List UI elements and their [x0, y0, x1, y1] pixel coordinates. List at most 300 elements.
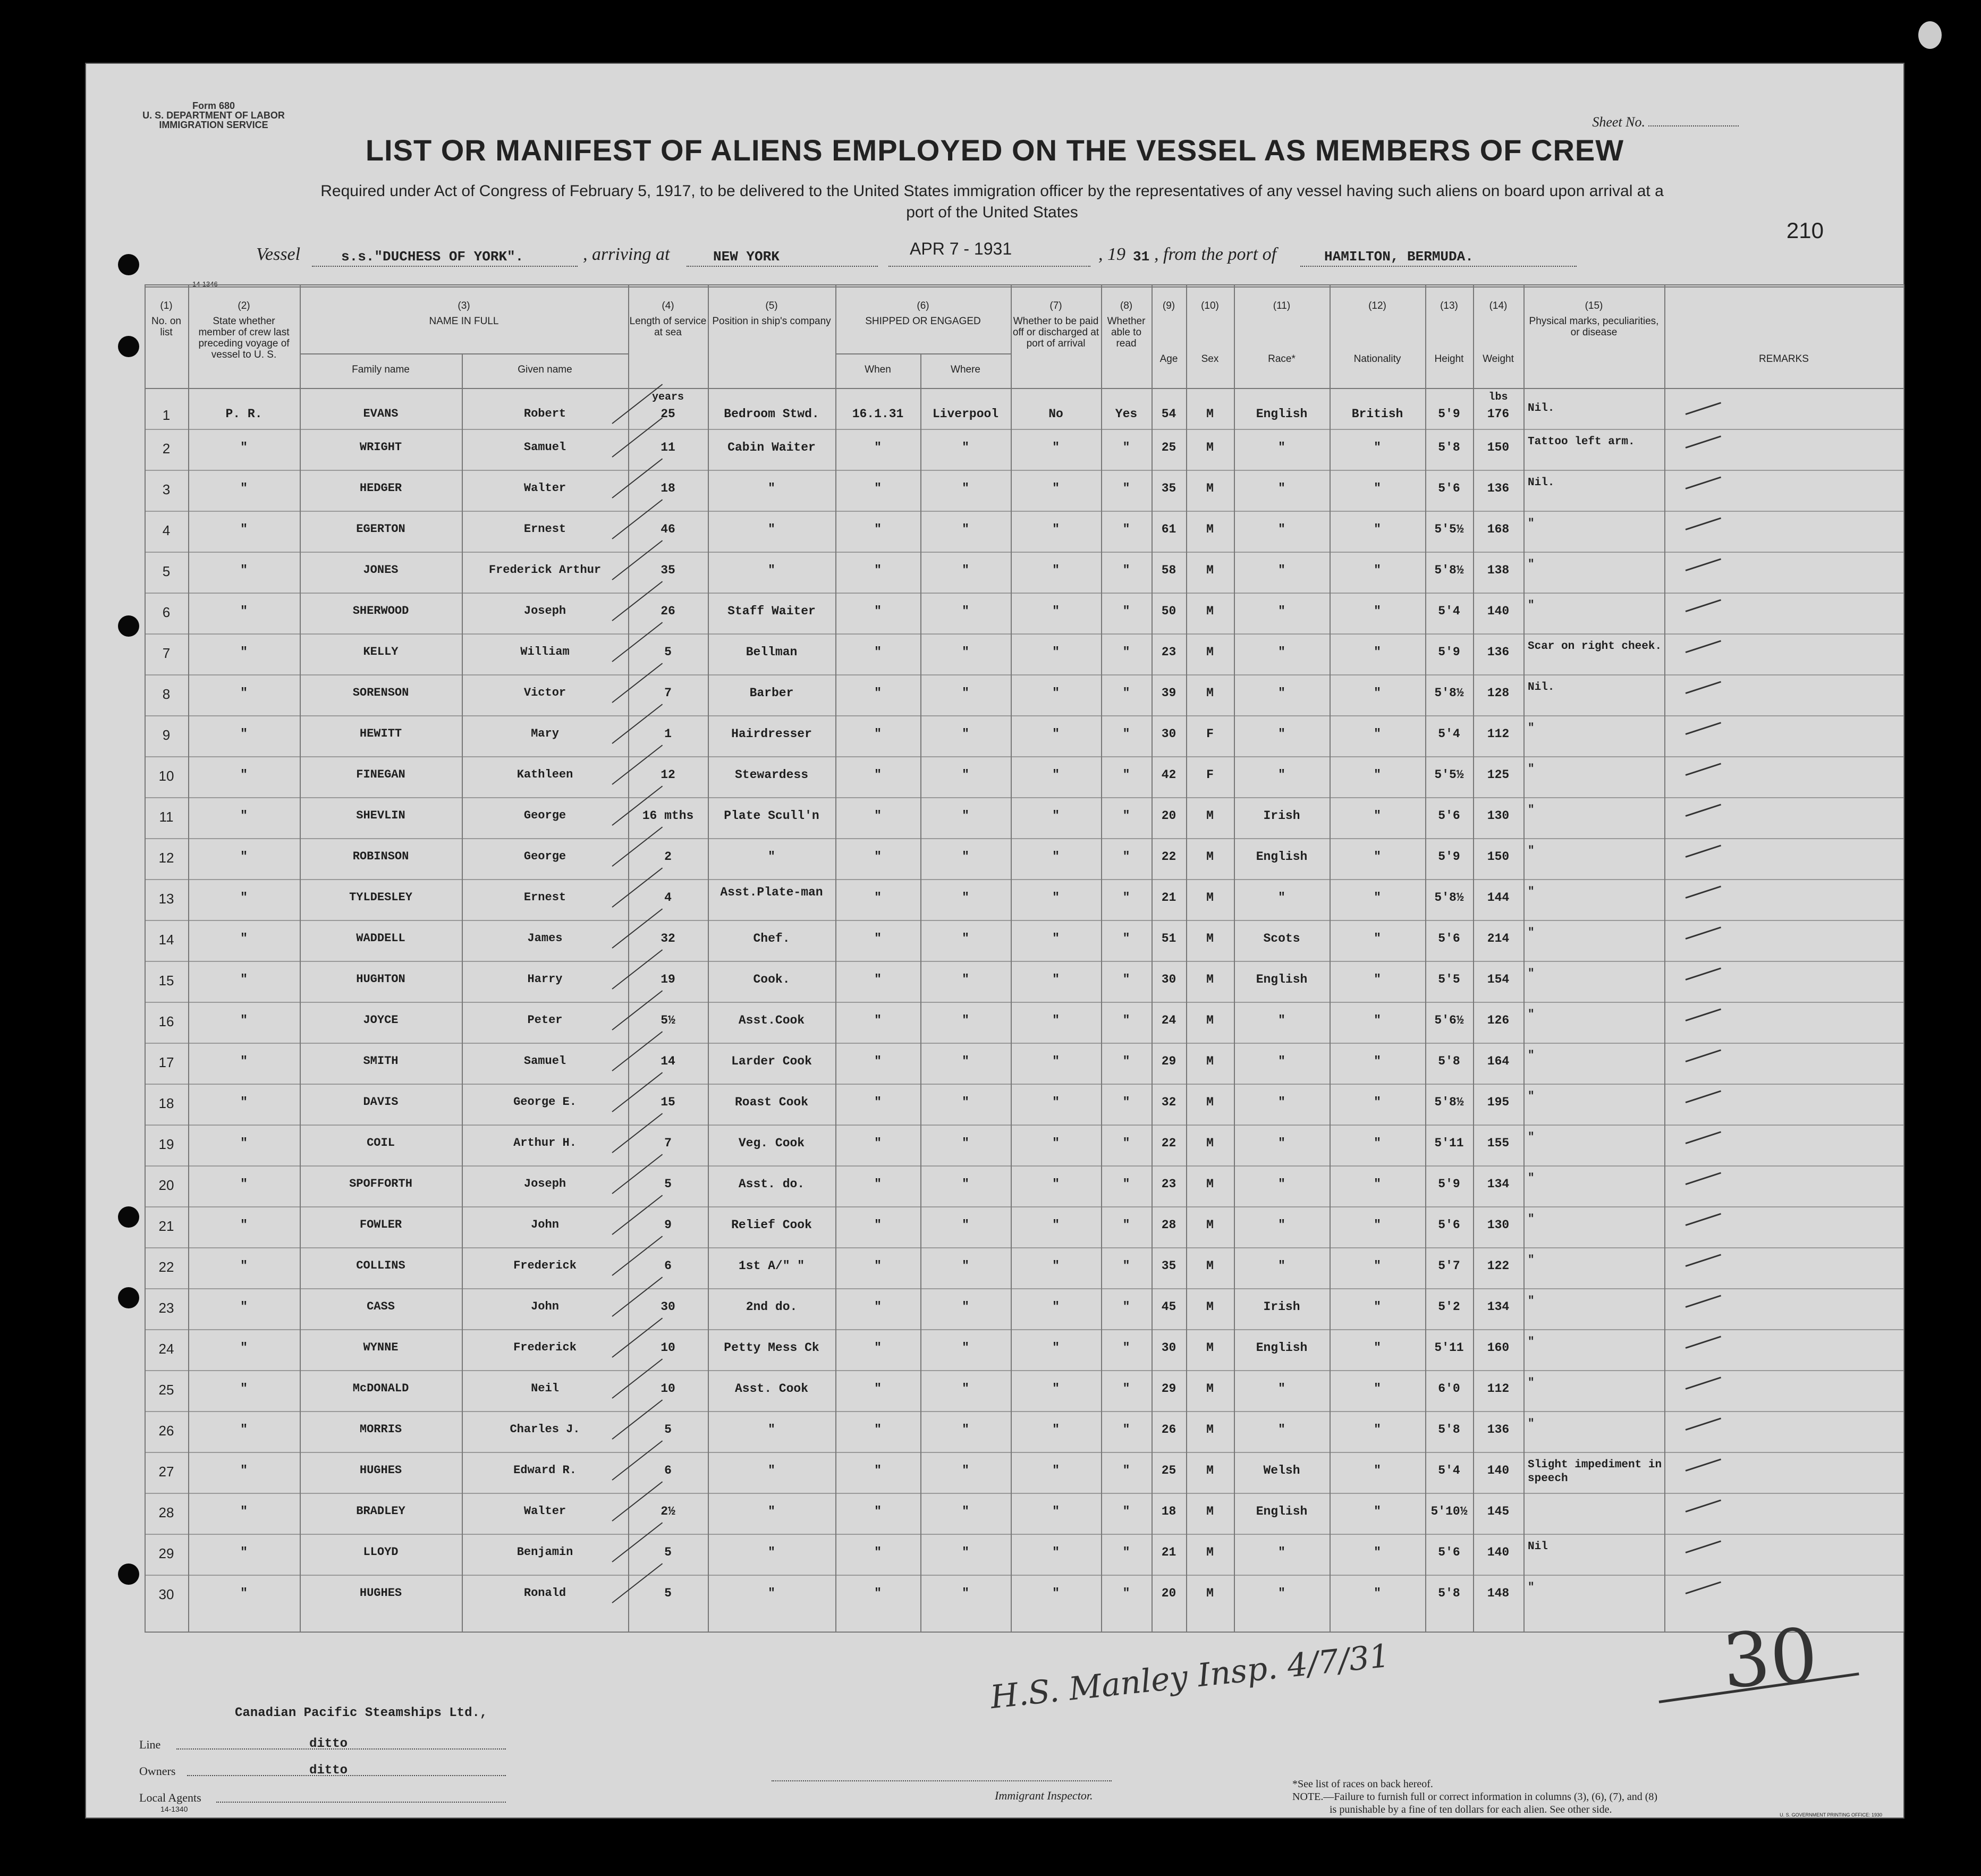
cell-no: 28: [158, 1505, 174, 1520]
remarks-checkmark: [1686, 763, 1722, 775]
cell-nat: ": [1374, 850, 1381, 864]
cell-family: KELLY: [363, 645, 399, 658]
cell-race: ": [1278, 1013, 1285, 1027]
cell-family: EVANS: [363, 407, 399, 420]
cell-family: SMITH: [363, 1054, 399, 1068]
column-header: [1425, 300, 1473, 316]
total-count: 30: [1720, 1612, 1821, 1706]
cell-position: Staff Waiter: [727, 604, 816, 618]
cell-sex: F: [1206, 768, 1214, 782]
cell-weight: 154: [1487, 973, 1510, 986]
cell-nat: ": [1374, 1054, 1381, 1068]
agents-blank: [216, 1802, 506, 1803]
cell-where: ": [962, 1382, 969, 1396]
cell-read: ": [1122, 932, 1130, 945]
cell-nat: ": [1374, 1136, 1381, 1150]
cell-prev: ": [240, 1054, 248, 1068]
cell-when: ": [874, 768, 882, 782]
cell-paid: ": [1052, 727, 1060, 741]
cell-read: ": [1122, 1013, 1130, 1027]
cell-when: ": [874, 727, 882, 741]
cell-given: Mary: [531, 727, 559, 740]
remarks-checkmark: [1686, 1336, 1722, 1348]
remarks-checkmark: [1686, 599, 1722, 612]
page-corner-tab: [1918, 21, 1942, 49]
cell-age: 29: [1161, 1382, 1176, 1396]
cell-position: Stewardess: [734, 768, 809, 782]
cell-family: TYLDESLEY: [349, 891, 412, 904]
cell-service: 2: [664, 850, 672, 864]
column-header: [1234, 300, 1330, 316]
column-number: (11): [1273, 300, 1291, 311]
cell-when: ": [874, 1095, 882, 1109]
cell-weight: 144: [1487, 891, 1510, 905]
cell-age: 23: [1161, 1177, 1176, 1191]
cell-nat: British: [1351, 407, 1403, 421]
column-title: Whether to be paid off or discharged at port of arrival: [1012, 316, 1099, 349]
cell-when: ": [874, 481, 882, 495]
cell-service: 7: [664, 1136, 672, 1150]
cell-given: Ernest: [523, 891, 566, 904]
remarks-checkmark: [1686, 1417, 1722, 1430]
cell-prev: ": [240, 768, 248, 782]
cell-no: 19: [158, 1136, 174, 1152]
cell-where: ": [962, 973, 969, 986]
cell-where: ": [962, 1586, 969, 1600]
cell-where: ": [962, 686, 969, 700]
cell-prev: ": [240, 1218, 248, 1232]
table-rule: [145, 1125, 1903, 1126]
cell-no: 25: [158, 1382, 174, 1398]
cell-service: 19: [661, 973, 675, 986]
sheet-number-label: Sheet No.: [1592, 114, 1645, 130]
cell-no: 27: [158, 1464, 174, 1480]
cell-race: ": [1278, 441, 1285, 454]
cell-age: 58: [1161, 563, 1176, 577]
subtitle-line-1: Required under Act of Congress of February 5, 1917, to be delivered to the United States immigration officer by the representatives of any vessel having such aliens on board upon arrival at a: [320, 182, 1664, 200]
column-header: [1152, 300, 1186, 316]
cell-race: ": [1278, 522, 1285, 536]
cell-height: 5'6: [1438, 1218, 1460, 1232]
cell-service: 12: [661, 768, 675, 782]
cell-weight: 150: [1487, 850, 1510, 864]
cell-sex: M: [1206, 441, 1214, 454]
cell-marks: Tattoo left arm.: [1528, 436, 1635, 448]
cell-read: ": [1122, 850, 1130, 864]
cell-family: SPOFFORTH: [349, 1177, 412, 1190]
table-rule: [145, 756, 1903, 757]
cell-prev: ": [240, 1013, 248, 1027]
cell-position: ": [768, 1505, 775, 1518]
cell-given: Peter: [527, 1013, 563, 1027]
cell-height: 5'6½: [1434, 1013, 1464, 1027]
cell-weight: 125: [1487, 768, 1510, 782]
cell-paid: ": [1052, 645, 1060, 659]
cell-paid: ": [1052, 973, 1060, 986]
column-header: [462, 364, 628, 375]
cell-prev: ": [240, 1341, 248, 1355]
cell-nat: ": [1374, 563, 1381, 577]
column-header: [300, 300, 628, 327]
column-title: Family name: [352, 364, 410, 375]
remarks-checkmark: [1686, 1008, 1722, 1021]
inspector-label: Immigrant Inspector.: [995, 1789, 1093, 1802]
cell-prev: ": [240, 1423, 248, 1436]
from-port: HAMILTON, BERMUDA.: [1324, 249, 1474, 265]
cell-read: ": [1122, 768, 1130, 782]
cell-paid: ": [1052, 1095, 1060, 1109]
cell-race: ": [1278, 645, 1285, 659]
cell-weight: 136: [1487, 645, 1510, 659]
cell-height: 5'5½: [1434, 522, 1464, 536]
page-title: LIST OR MANIFEST OF ALIENS EMPLOYED ON THE VESSEL AS MEMBERS OF CREW: [365, 133, 1624, 167]
cell-marks: ": [1528, 1295, 1535, 1307]
cell-prev: ": [240, 1136, 248, 1150]
cell-height: 5'8: [1438, 1586, 1460, 1600]
cell-when: ": [874, 1341, 882, 1355]
column-header: [920, 364, 1011, 375]
cell-prev: ": [240, 1464, 248, 1477]
cell-sex: M: [1206, 686, 1214, 700]
cell-sex: M: [1206, 932, 1214, 945]
table-rule: [1664, 284, 1665, 1632]
column-header: [1186, 300, 1234, 316]
cell-weight: 148: [1487, 1586, 1510, 1600]
cell-weight: 155: [1487, 1136, 1510, 1150]
cell-race: ": [1278, 1218, 1285, 1232]
column-number: (14): [1489, 300, 1508, 311]
cell-family: HEDGER: [359, 481, 402, 495]
cell-position: ": [768, 1423, 775, 1436]
punch-hole: [118, 1564, 139, 1585]
cell-prev: ": [240, 1259, 248, 1273]
cell-when: ": [874, 850, 882, 864]
cell-where: ": [962, 850, 969, 864]
column-header: [1473, 353, 1523, 365]
cell-age: 54: [1161, 407, 1176, 421]
column-number: (1): [160, 300, 173, 311]
cell-given: Frederick Arthur: [488, 563, 602, 577]
cell-position: ": [768, 563, 775, 577]
column-number: (5): [765, 300, 778, 311]
cell-paid: No: [1048, 407, 1063, 421]
cell-service: 32: [661, 932, 675, 945]
cell-read: ": [1122, 1136, 1130, 1150]
cell-nat: ": [1374, 1177, 1381, 1191]
cell-read: ": [1122, 891, 1130, 905]
cell-service: 5: [664, 1545, 672, 1559]
column-header: [1330, 300, 1425, 316]
owners-label: Owners: [139, 1764, 176, 1778]
table-rule: [145, 284, 1903, 285]
cell-service: 11: [661, 441, 675, 454]
cell-service: 25: [661, 407, 675, 421]
cell-nat: ": [1374, 441, 1381, 454]
inspector-signature: H.S. Manley Insp. 4/7/31: [988, 1637, 1392, 1717]
cell-marks: ": [1528, 968, 1535, 980]
form-number: Form 680: [192, 100, 235, 111]
cell-service: 5½: [661, 1013, 675, 1027]
cell-where: ": [962, 1095, 969, 1109]
column-title: When: [865, 364, 891, 375]
remarks-checkmark: [1686, 804, 1722, 816]
cell-nat: ": [1374, 1382, 1381, 1396]
agents-ref: 14-1340: [160, 1805, 188, 1813]
cell-prev: ": [240, 932, 248, 945]
column-title: State whether member of crew last preceding voyage of vessel to U. S.: [198, 316, 290, 360]
cell-service: 1: [664, 727, 672, 741]
cell-weight: 140: [1487, 1464, 1510, 1477]
cell-age: 22: [1161, 850, 1176, 864]
cell-marks: ": [1528, 1050, 1535, 1062]
cell-prev: ": [240, 1177, 248, 1191]
table-rule: [145, 511, 1903, 512]
cell-no: 17: [158, 1054, 174, 1070]
cell-race: English: [1256, 1341, 1308, 1355]
cell-sex: M: [1206, 1505, 1214, 1518]
cell-family: HEWITT: [359, 727, 402, 740]
cell-race: ": [1278, 1586, 1285, 1600]
cell-given: Neil: [531, 1382, 559, 1395]
cell-when: ": [874, 1300, 882, 1314]
column-header: [708, 300, 835, 327]
cell-sex: M: [1206, 481, 1214, 495]
cell-sex: M: [1206, 1586, 1214, 1600]
cell-paid: ": [1052, 1054, 1060, 1068]
cell-no: 1: [162, 407, 171, 423]
column-title: NAME IN FULL: [429, 316, 499, 327]
cell-marks: ": [1528, 1009, 1535, 1021]
cell-family: WRIGHT: [359, 441, 402, 454]
year-value: 31: [1133, 249, 1150, 265]
cell-where: ": [962, 604, 969, 618]
cell-family: WYNNE: [363, 1341, 399, 1354]
column-number: (9): [1162, 300, 1175, 311]
cell-when: ": [874, 1423, 882, 1436]
cell-where: ": [962, 1013, 969, 1027]
cell-weight: 160: [1487, 1341, 1510, 1355]
cell-given: Samuel: [523, 1054, 566, 1068]
cell-position: Asst.Cook: [738, 1013, 805, 1027]
cell-height: 5'8: [1438, 1054, 1460, 1068]
column-number: (2): [238, 300, 250, 311]
cell-prev: ": [240, 441, 248, 454]
cell-paid: ": [1052, 1382, 1060, 1396]
cell-where: ": [962, 809, 969, 823]
cell-sex: F: [1206, 727, 1214, 741]
cell-sex: M: [1206, 563, 1214, 577]
table-rule: [145, 552, 1903, 553]
small-form-ref: 14-1346: [192, 280, 218, 288]
table-rule: [835, 353, 1011, 354]
column-header: [145, 300, 188, 338]
table-rule: [145, 879, 1903, 880]
cell-marks: Scar on right cheek.: [1528, 640, 1662, 653]
punch-hole: [118, 1206, 139, 1228]
cell-sex: M: [1206, 891, 1214, 905]
cell-age: 20: [1161, 1586, 1176, 1600]
cell-where: ": [962, 441, 969, 454]
remarks-checkmark: [1686, 1172, 1722, 1185]
cell-where: ": [962, 522, 969, 536]
cell-when: ": [874, 1545, 882, 1559]
cell-sex: M: [1206, 1464, 1214, 1477]
page-subtitle: [155, 181, 1829, 223]
page-number: 210: [1786, 218, 1824, 243]
cell-position: 2nd do.: [746, 1300, 798, 1314]
table-rule: [145, 1247, 1903, 1248]
cell-prev: ": [240, 604, 248, 618]
cell-nat: ": [1374, 1341, 1381, 1355]
cell-nat: ": [1374, 645, 1381, 659]
cell-sex: M: [1206, 1545, 1214, 1559]
cell-given: James: [527, 932, 563, 945]
column-number: (4): [662, 300, 674, 311]
remarks-checkmark: [1686, 1499, 1722, 1512]
table-rule: [300, 353, 628, 354]
arriving-port: NEW YORK: [713, 249, 780, 265]
cell-sex: M: [1206, 1300, 1214, 1314]
cell-position: Bellman: [746, 645, 798, 659]
cell-no: 24: [158, 1341, 174, 1357]
cell-when: ": [874, 1218, 882, 1232]
remarks-checkmark: [1686, 681, 1722, 694]
table-rule: [145, 1411, 1903, 1412]
cell-position: Cabin Waiter: [727, 441, 816, 454]
cell-prev: ": [240, 1300, 248, 1314]
cell-prev: ": [240, 563, 248, 577]
printer-imprint: U. S. GOVERNMENT PRINTING OFFICE: 1930: [1780, 1812, 1882, 1818]
cell-where: ": [962, 1177, 969, 1191]
cell-weight: 214: [1487, 932, 1510, 945]
column-title: REMARKS: [1759, 353, 1809, 365]
cell-race: English: [1256, 407, 1308, 421]
cell-nat: ": [1374, 1464, 1381, 1477]
cell-paid: ": [1052, 1586, 1060, 1600]
column-header: [1523, 300, 1664, 338]
table-rule: [145, 961, 1903, 962]
cell-position: Roast Cook: [734, 1095, 809, 1109]
cell-paid: ": [1052, 768, 1060, 782]
vessel-info-line: [256, 239, 1850, 271]
cell-where: ": [962, 727, 969, 741]
year-label: , 19: [1098, 244, 1125, 264]
cell-paid: ": [1052, 522, 1060, 536]
cell-height: 5'8½: [1434, 686, 1464, 700]
cell-where: ": [962, 1259, 969, 1273]
service-name: IMMIGRATION SERVICE: [159, 120, 268, 130]
table-rule: [145, 1084, 1903, 1085]
remarks-checkmark: [1686, 1458, 1722, 1471]
table-rule: [145, 1632, 1903, 1633]
cell-marks: ": [1528, 559, 1535, 571]
cell-read: ": [1122, 1382, 1130, 1396]
remarks-checkmark: [1686, 844, 1722, 857]
cell-nat: ": [1374, 1013, 1381, 1027]
column-title: Given name: [518, 364, 572, 375]
cell-race: ": [1278, 1423, 1285, 1436]
from-blank: [1300, 266, 1577, 267]
cell-weight: 140: [1487, 1545, 1510, 1559]
cell-read: ": [1122, 1177, 1130, 1191]
column-header: [1011, 300, 1101, 349]
cell-weight: 145: [1487, 1505, 1510, 1518]
arriving-label: , arriving at: [583, 244, 670, 264]
table-rule: [462, 353, 463, 1632]
cell-position: ": [768, 1545, 775, 1559]
cell-position: ": [768, 481, 775, 495]
column-title: Where: [951, 364, 980, 375]
cell-given: Joseph: [523, 1177, 566, 1190]
cell-age: 23: [1161, 645, 1176, 659]
remarks-checkmark: [1686, 402, 1722, 415]
cell-race: Irish: [1263, 1300, 1300, 1314]
cell-race: ": [1278, 727, 1285, 741]
cell-weight: 130: [1487, 809, 1510, 823]
column-header: [193, 300, 294, 360]
cell-service: 14: [661, 1054, 675, 1068]
cell-age: 50: [1161, 604, 1176, 618]
manifest-sheet: [85, 63, 1904, 1819]
cell-paid: ": [1052, 604, 1060, 618]
column-title: Physical marks, peculiarities, or disease: [1529, 316, 1659, 338]
cell-prev: ": [240, 850, 248, 864]
cell-no: 5: [162, 563, 171, 579]
cell-age: 29: [1161, 1054, 1176, 1068]
table-rule: [145, 1165, 1903, 1167]
cell-where: ": [962, 1423, 969, 1436]
cell-given: William: [520, 645, 570, 658]
footnotes: [1292, 1778, 1657, 1816]
column-header: [300, 364, 462, 375]
cell-height: 5'11: [1434, 1136, 1464, 1150]
cell-read: ": [1122, 1464, 1130, 1477]
cell-paid: ": [1052, 563, 1060, 577]
cell-age: 35: [1161, 481, 1176, 495]
cell-prev: ": [240, 727, 248, 741]
column-header: [1664, 353, 1903, 365]
cell-nat: ": [1374, 481, 1381, 495]
cell-weight: 112: [1487, 1382, 1510, 1396]
remarks-checkmark: [1686, 1540, 1722, 1553]
cell-read: ": [1122, 1259, 1130, 1273]
cell-nat: ": [1374, 1586, 1381, 1600]
cell-given: John: [531, 1300, 559, 1313]
agents-label: Local Agents: [139, 1791, 201, 1804]
table-rule: [145, 1002, 1903, 1003]
cell-given: Samuel: [523, 441, 566, 454]
cell-service: 5: [664, 1586, 672, 1600]
cell-where: ": [962, 1341, 969, 1355]
cell-position: Plate Scull'n: [724, 809, 819, 823]
cell-nat: ": [1374, 1300, 1381, 1314]
cell-read: ": [1122, 1218, 1130, 1232]
cell-prev: ": [240, 891, 248, 905]
cell-paid: ": [1052, 441, 1060, 454]
remarks-checkmark: [1686, 435, 1722, 448]
table-rule: [145, 1493, 1903, 1494]
cell-given: George E.: [513, 1095, 577, 1109]
column-header: [1234, 353, 1330, 365]
cell-service: 4: [664, 891, 672, 905]
cell-read: ": [1122, 1545, 1130, 1559]
cell-weight: 112: [1487, 727, 1510, 741]
table-rule: [145, 1452, 1903, 1453]
cell-paid: ": [1052, 1464, 1060, 1477]
cell-read: ": [1122, 686, 1130, 700]
cell-race: ": [1278, 768, 1285, 782]
punch-hole: [118, 254, 139, 275]
